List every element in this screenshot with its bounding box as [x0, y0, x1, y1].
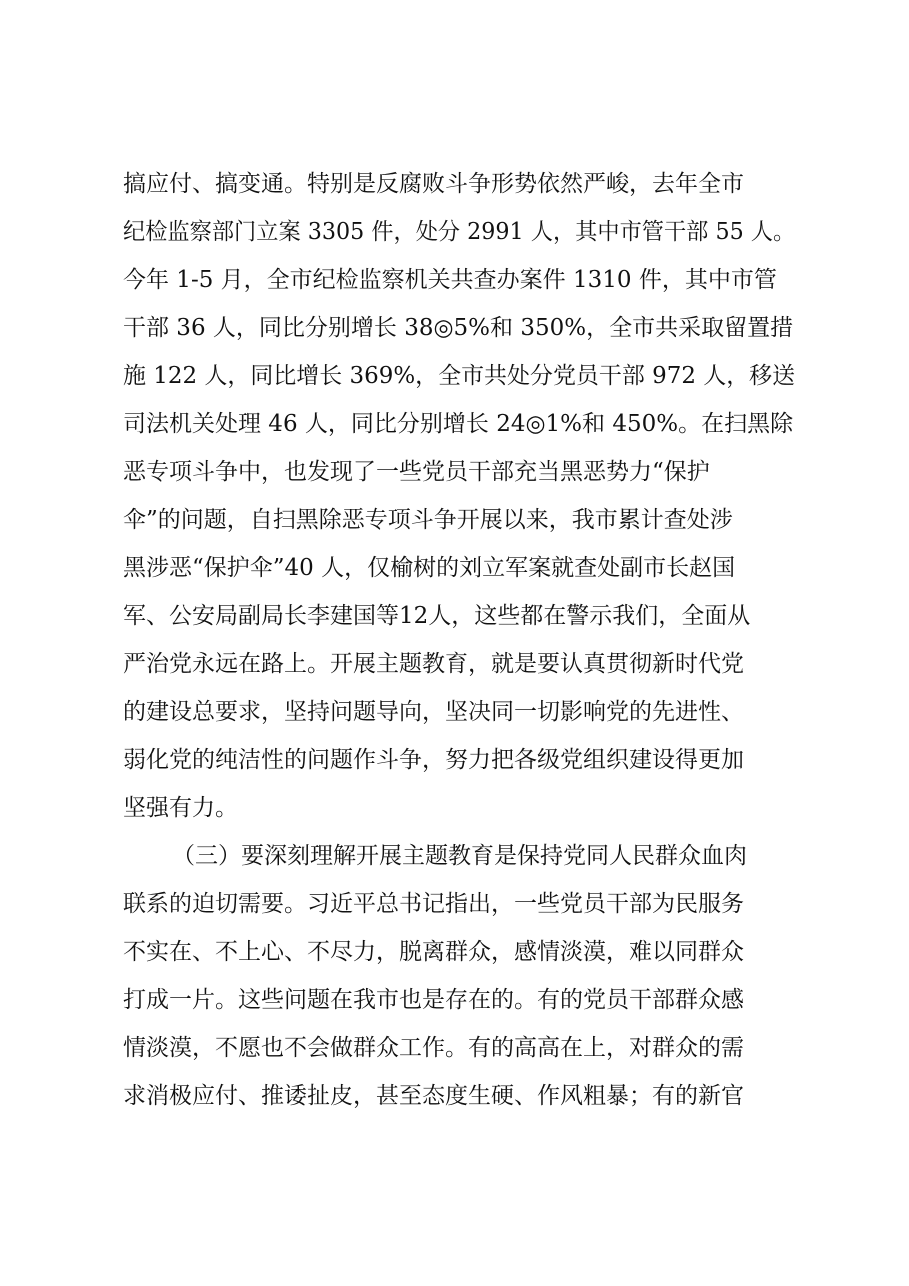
section-heading-line: （三）要深刻理解开展主题教育是保持党同人民群众血肉: [172, 843, 747, 869]
body-text-line: 干部 36 人，同比分别增长 38◎5%和 350%，全市共采取留置措: [123, 315, 794, 341]
body-text-line: 伞”的问题，自扫黑除恶专项斗争开展以来，我市累计查处涉: [123, 507, 733, 533]
body-text-line: 的建设总要求，坚持问题导向，坚决同一切影响党的先进性、: [123, 699, 744, 725]
body-text-line: 不实在、不上心、不尽力，脱离群众，感情淡漠，难以同群众: [123, 939, 744, 965]
body-text-line: 军、公安局副局长李建国等12人，这些都在警示我们，全面从: [123, 603, 751, 629]
body-text-line: 坚强有力。: [123, 795, 238, 821]
body-text-line: 施 122 人，同比增长 369%，全市共处分党员干部 972 人，移送: [123, 363, 796, 389]
body-text-line: 联系的迫切需要。习近平总书记指出，一些党员干部为民服务: [123, 891, 744, 917]
body-text-line: 恶专项斗争中，也发现了一些党员干部充当黑恶势力“保护: [123, 459, 710, 485]
body-text-line: 搞应付、搞变通。特别是反腐败斗争形势依然严峻，去年全市: [123, 171, 744, 197]
body-text-line: 黑涉恶“保护伞”40 人，仅榆树的刘立军案就查处副市长赵国: [123, 555, 736, 581]
body-text-line: 纪检监察部门立案 3305 件，处分 2991 人，其中市管干部 55 人。: [123, 219, 796, 245]
body-text-line: 今年 1-5 月，全市纪检监察机关共查办案件 1310 件，其中市管: [123, 267, 777, 293]
body-text-line: 求消极应付、推诿扯皮，甚至态度生硬、作风粗暴；有的新官: [123, 1083, 744, 1109]
body-text-line: 情淡漠，不愿也不会做群众工作。有的高高在上，对群众的需: [123, 1035, 744, 1061]
body-text-line: 严治党永远在路上。开展主题教育，就是要认真贯彻新时代党: [123, 651, 744, 677]
body-text-line: 司法机关处理 46 人，同比分别增长 24◎1%和 450%。在扫黑除: [123, 411, 794, 437]
body-text-line: 弱化党的纯洁性的问题作斗争，努力把各级党组织建设得更加: [123, 747, 744, 773]
body-text-line: 打成一片。这些问题在我市也是存在的。有的党员干部群众感: [123, 987, 744, 1013]
